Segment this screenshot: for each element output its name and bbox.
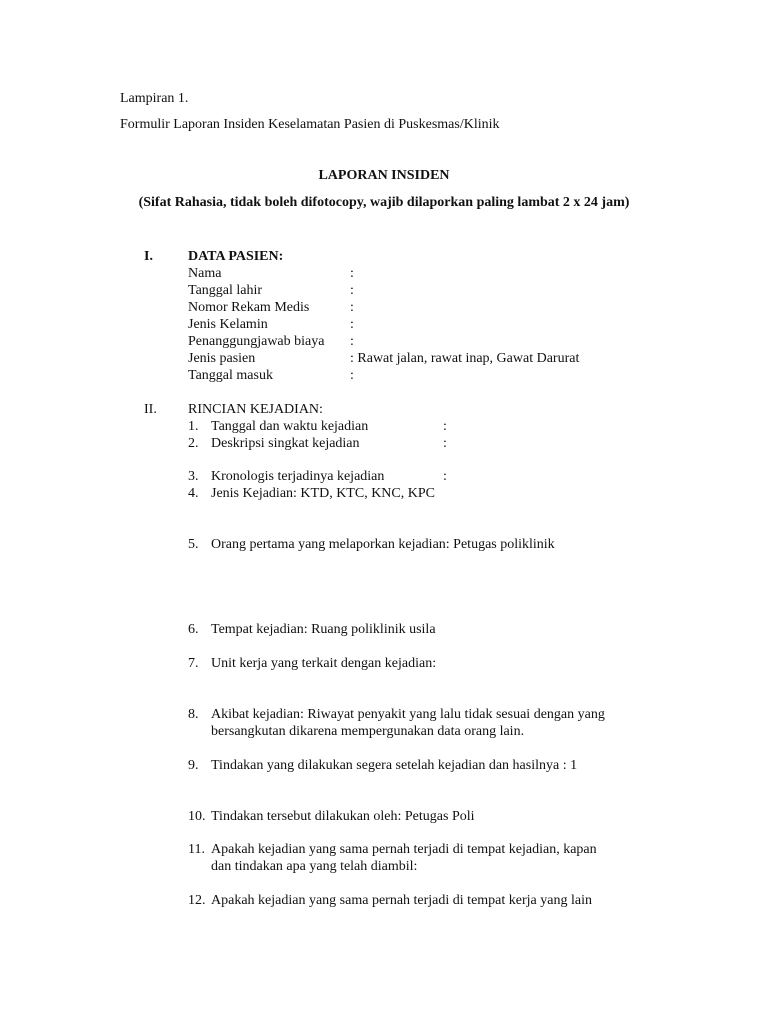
field-value-nama: : — [350, 266, 354, 281]
item-text: Jenis Kejadian: KTD, KTC, KNC, KPC — [211, 486, 435, 501]
item-number: 11. — [188, 842, 205, 857]
field-label-jenis-pasien: Jenis pasien — [188, 351, 256, 366]
form-title: Formulir Laporan Insiden Keselamatan Pasien di Puskesmas/Klinik — [120, 117, 500, 132]
field-value-penanggungjawab: : — [350, 334, 354, 349]
section2-title: RINCIAN KEJADIAN: — [188, 402, 323, 417]
item-text: Akibat kejadian: Riwayat penyakit yang lalu tidak sesuai dengan yang — [211, 707, 605, 722]
section1-title: DATA PASIEN: — [188, 249, 284, 264]
item-number: 8. — [188, 707, 199, 722]
item-text: Unit kerja yang terkait dengan kejadian: — [211, 656, 437, 671]
item-number: 3. — [188, 469, 199, 484]
field-value-tanggal-lahir: : — [350, 283, 354, 298]
item-text: Apakah kejadian yang sama pernah terjadi di tempat kerja yang lain — [211, 893, 592, 908]
attachment-label: Lampiran 1. — [120, 91, 189, 106]
item-text: Kronologis terjadinya kejadian — [211, 469, 385, 484]
field-label-tanggal-masuk: Tanggal masuk — [188, 368, 273, 383]
item-number: 4. — [188, 486, 199, 501]
item-number: 9. — [188, 758, 199, 773]
item-text: Tempat kejadian: Ruang poliklinik usila — [211, 622, 436, 637]
item-number: 10. — [188, 809, 206, 824]
report-title: LAPORAN INSIDEN — [318, 168, 450, 183]
field-value-jenis-kelamin: : — [350, 317, 354, 332]
field-label-nama: Nama — [188, 266, 222, 281]
confidential-note: (Sifat Rahasia, tidak boleh difotocopy, wajib dilaporkan paling lambat 2 x 24 jam) — [138, 195, 630, 210]
section1-numeral: I. — [144, 249, 153, 264]
item-number: 7. — [188, 656, 199, 671]
item-colon: : — [443, 436, 447, 451]
item-text: Tindakan yang dilakukan segera setelah kejadian dan hasilnya : 1 — [211, 758, 578, 773]
item-text-continued: bersangkutan dikarena mempergunakan data orang lain. — [211, 724, 525, 739]
item-number: 2. — [188, 436, 199, 451]
item-text: Apakah kejadian yang sama pernah terjadi di tempat kejadian, kapan — [211, 842, 597, 857]
field-label-jenis-kelamin: Jenis Kelamin — [188, 317, 268, 332]
item-colon: : — [443, 469, 447, 484]
section2-numeral: II. — [144, 402, 157, 417]
item-text: Orang pertama yang melaporkan kejadian: Petugas poliklinik — [211, 537, 555, 552]
item-number: 12. — [188, 893, 206, 908]
item-number: 5. — [188, 537, 199, 552]
field-value-tanggal-masuk: : — [350, 368, 354, 383]
item-number: 1. — [188, 419, 199, 434]
field-label-rekam-medis: Nomor Rekam Medis — [188, 300, 310, 315]
field-value-rekam-medis: : — [350, 300, 354, 315]
item-number: 6. — [188, 622, 199, 637]
field-label-penanggungjawab: Penanggungjawab biaya — [188, 334, 325, 349]
item-text: Deskripsi singkat kejadian — [211, 436, 360, 451]
item-text: Tindakan tersebut dilakukan oleh: Petugas Poli — [211, 809, 475, 824]
field-label-tanggal-lahir: Tanggal lahir — [188, 283, 263, 298]
item-colon: : — [443, 419, 447, 434]
field-value-jenis-pasien: : Rawat jalan, rawat inap, Gawat Darurat — [350, 351, 580, 366]
item-text: Tanggal dan waktu kejadian — [211, 419, 369, 434]
item-text-continued: dan tindakan apa yang telah diambil: — [211, 859, 418, 874]
